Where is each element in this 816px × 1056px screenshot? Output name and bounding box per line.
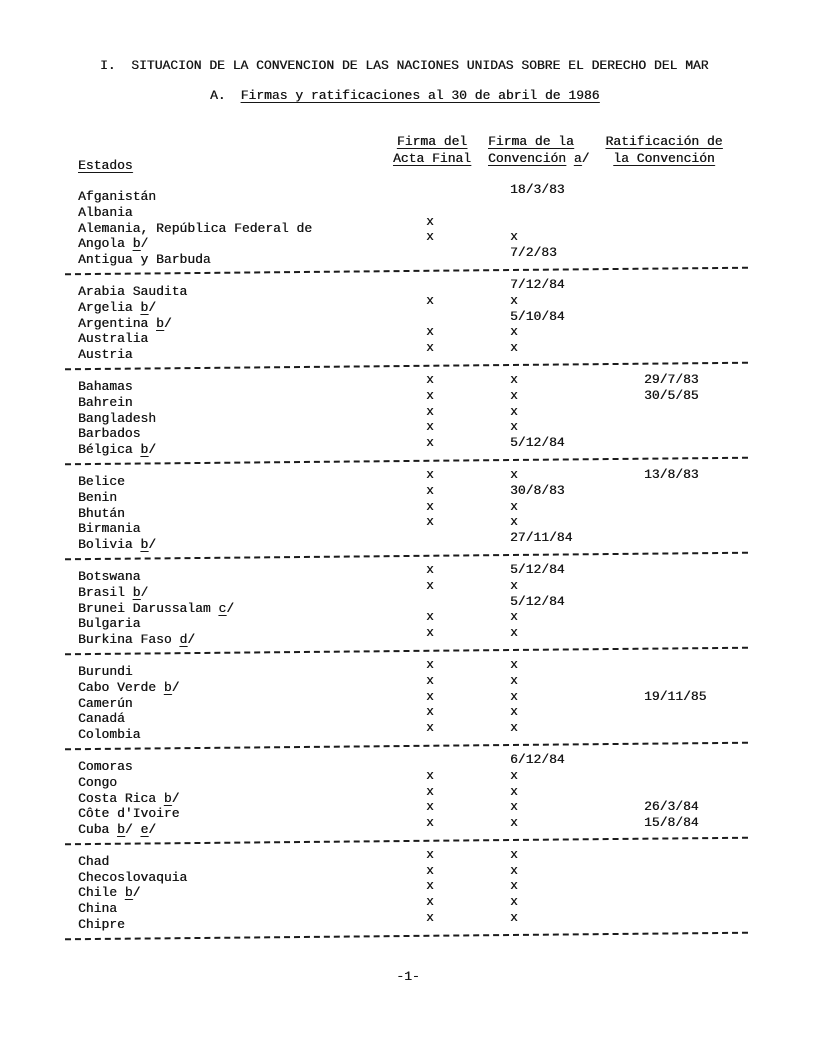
country-name: Arabia Saudita — [78, 283, 188, 299]
acta-final-mark: x — [426, 498, 434, 514]
footnote-marker: e — [140, 822, 149, 838]
footnote-marker-a: a — [573, 150, 582, 166]
country-name: Canadá — [78, 711, 125, 727]
country-name: Cabo Verde b/ — [78, 679, 180, 695]
convencion-mark: 6/12/84 — [510, 751, 565, 767]
block-separator — [65, 267, 748, 276]
acta-final-mark: x — [426, 324, 434, 340]
acta-final-mark: x — [426, 625, 434, 641]
acta-final-mark — [426, 182, 510, 198]
ratificacion-date: 30/5/85 — [644, 387, 699, 403]
table-row — [0, 720, 816, 743]
acta-final-mark — [426, 530, 510, 546]
ratificacion-date — [644, 245, 804, 261]
footnote-marker: b — [163, 790, 172, 806]
acta-final-mark: x — [426, 704, 434, 720]
acta-final-mark: x — [426, 910, 434, 926]
footnote-marker: b — [132, 584, 141, 600]
country-block — [0, 371, 816, 458]
ratificacion-date — [644, 594, 804, 610]
acta-final-mark: x — [426, 609, 434, 625]
convencion-mark — [510, 198, 644, 214]
convencion-mark: 30/8/83 — [510, 482, 565, 498]
ratificacion-date — [644, 768, 804, 784]
convencion-mark: x — [510, 688, 518, 704]
ratificacion-date — [644, 229, 804, 245]
convencion-mark: x — [510, 577, 518, 593]
country-name: Bahamas — [78, 378, 133, 394]
convencion-mark: 7/12/84 — [510, 276, 565, 292]
country-name: Belice — [78, 473, 125, 489]
block-separator — [65, 647, 748, 656]
country-name: Costa Rica b/ — [78, 790, 180, 806]
country-name: Camerún — [78, 695, 133, 711]
country-name: Colombia — [78, 727, 141, 743]
acta-final-mark: x — [426, 482, 434, 498]
country-name: Benin — [78, 489, 118, 505]
country-name: Antigua y Barbuda — [78, 252, 211, 268]
acta-final-mark: x — [426, 720, 434, 736]
ratificacion-date — [644, 673, 804, 689]
section-title: Firmas y ratificaciones al 30 de abril de 1986 — [240, 88, 600, 103]
footnote-marker: b — [140, 299, 149, 315]
acta-final-mark: x — [426, 894, 434, 910]
country-name: Argentina b/ — [78, 315, 172, 331]
country-name: Bangladesh — [78, 410, 157, 426]
table-row — [0, 625, 816, 648]
convencion-mark: 5/12/84 — [510, 561, 565, 577]
convencion-mark: x — [510, 704, 518, 720]
convencion-mark: x — [510, 609, 518, 625]
acta-final-mark — [426, 245, 510, 261]
acta-final-mark: x — [426, 403, 434, 419]
block-separator — [65, 837, 748, 846]
footnote-marker: b — [132, 236, 141, 252]
ratificacion-date — [644, 578, 804, 594]
country-name: Albania — [78, 204, 133, 220]
convencion-mark: x — [510, 815, 518, 831]
acta-final-mark: x — [426, 799, 434, 815]
convencion-mark: x — [510, 387, 518, 403]
table-row — [0, 435, 816, 458]
country-name: Barbados — [78, 426, 141, 442]
table-body — [0, 182, 816, 949]
country-name: Bulgaria — [78, 616, 141, 632]
column-header-convencion: Firma de la Convención a/ — [488, 134, 590, 166]
convencion-mark: 18/3/83 — [510, 182, 565, 197]
column-header-ratificacion: Ratificación de la Convención — [605, 134, 723, 166]
convencion-mark: x — [510, 514, 518, 530]
footnote-marker: b — [124, 885, 133, 901]
convencion-mark: 27/11/84 — [510, 530, 573, 546]
convencion-mark: x — [510, 783, 518, 799]
ratificacion-date — [644, 499, 804, 515]
country-block — [0, 182, 816, 268]
ratificacion-date — [644, 878, 804, 894]
acta-final-mark: x — [426, 229, 434, 245]
ratificacion-date — [644, 419, 804, 435]
acta-final-mark: x — [426, 435, 434, 451]
ratificacion-date — [644, 863, 804, 879]
country-name: Botswana — [78, 568, 141, 584]
country-name: Côte d'Ivoire — [78, 806, 180, 822]
acta-final-mark: x — [426, 862, 434, 878]
acta-final-mark: x — [426, 292, 434, 308]
acta-final-mark — [426, 198, 510, 214]
country-name: Cuba b/ e/ — [78, 822, 157, 838]
country-name: Chipre — [78, 917, 125, 933]
convencion-mark: x — [510, 720, 518, 736]
country-name: Chile b/ — [78, 885, 141, 901]
ratificacion-date — [644, 277, 804, 293]
convencion-mark: 7/2/83 — [510, 245, 557, 261]
ratificacion-date — [644, 404, 804, 420]
footnote-marker: b — [140, 537, 149, 553]
footnote-marker: b — [117, 822, 125, 838]
convencion-mark: x — [510, 229, 518, 245]
acta-final-mark: x — [426, 878, 434, 894]
country-block — [0, 561, 816, 648]
convencion-mark: x — [510, 419, 518, 435]
country-name: Alemania, República Federal de — [78, 220, 313, 236]
country-name: Burundi — [78, 663, 133, 679]
acta-final-mark: x — [426, 561, 434, 577]
column-header-estados: Estados — [78, 158, 133, 173]
ratificacion-date — [644, 609, 804, 625]
ratificacion-date — [644, 435, 804, 451]
ratificacion-date — [644, 293, 804, 309]
ratificacion-date — [644, 847, 804, 863]
ratificacion-date — [644, 324, 804, 340]
acta-final-mark: x — [426, 466, 434, 482]
footnote-marker: c — [218, 600, 227, 616]
ratificacion-date — [644, 530, 804, 546]
convencion-mark: x — [510, 672, 518, 688]
ratificacion-date: 29/7/83 — [644, 371, 699, 387]
convencion-mark: x — [510, 371, 518, 387]
ratificacion-date: 15/8/84 — [644, 815, 699, 831]
ratificacion-date: 19/11/85 — [644, 688, 707, 704]
acta-final-mark: x — [426, 387, 434, 403]
block-separator — [65, 932, 748, 941]
ratificacion-date — [644, 214, 804, 230]
convencion-mark: x — [510, 799, 518, 815]
convencion-mark: x — [510, 894, 518, 910]
convencion-mark: x — [510, 292, 518, 308]
ratificacion-date — [644, 704, 804, 720]
country-name: Australia — [78, 331, 149, 347]
acta-final-mark: x — [426, 419, 434, 435]
ratificacion-date: 26/3/84 — [644, 799, 699, 815]
country-name: Comoras — [78, 758, 133, 774]
convencion-mark: x — [510, 324, 518, 340]
country-block — [0, 276, 816, 363]
country-name: Bhután — [78, 505, 125, 521]
footnote-marker: b — [140, 442, 149, 458]
convencion-mark: x — [510, 466, 518, 482]
country-block — [0, 751, 816, 838]
country-name: Austria — [78, 347, 133, 363]
convencion-mark: 5/12/84 — [510, 593, 565, 609]
ratificacion-date — [644, 784, 804, 800]
footnote-marker: d — [179, 632, 188, 648]
acta-final-mark: x — [426, 815, 434, 831]
country-name: Congo — [78, 774, 118, 790]
acta-final-mark: x — [426, 577, 434, 593]
ratificacion-date — [644, 514, 804, 530]
convencion-mark: x — [510, 340, 518, 356]
convencion-mark: 5/12/84 — [510, 435, 565, 451]
acta-final-mark: x — [426, 767, 434, 783]
acta-final-mark — [426, 277, 510, 293]
section-heading — [210, 88, 599, 103]
convencion-mark: x — [510, 862, 518, 878]
ratificacion-date — [644, 625, 804, 641]
convencion-mark: x — [510, 846, 518, 862]
country-name: Bolivia b/ — [78, 537, 157, 553]
convencion-mark: x — [510, 403, 518, 419]
country-name: Argelia b/ — [78, 299, 157, 315]
country-block — [0, 466, 816, 553]
column-header-acta-final: Firma del Acta Final — [392, 134, 471, 166]
ratificacion-date — [644, 657, 804, 673]
ratificacion-date — [644, 562, 804, 578]
ratificacion-date: 13/8/83 — [644, 466, 699, 482]
country-block — [0, 846, 816, 933]
ratificacion-date — [644, 309, 804, 325]
acta-final-mark: x — [426, 213, 434, 229]
acta-final-mark: x — [426, 371, 434, 387]
acta-final-mark: x — [426, 514, 434, 530]
country-name: Bélgica b/ — [78, 442, 157, 458]
acta-final-mark — [426, 752, 510, 768]
convencion-mark: x — [510, 498, 518, 514]
country-name: Burkina Faso d/ — [78, 632, 196, 648]
acta-final-mark: x — [426, 846, 434, 862]
acta-final-mark: x — [426, 340, 434, 356]
country-name: Birmania — [78, 521, 141, 537]
block-separator — [65, 742, 748, 751]
ratificacion-date — [644, 752, 804, 768]
ratificacion-date — [644, 340, 804, 356]
country-name: Bahrein — [78, 394, 133, 410]
country-name: Afganistán — [78, 189, 157, 204]
ratificacion-date — [644, 198, 804, 214]
footnote-marker: b — [156, 315, 164, 331]
acta-final-mark: x — [426, 783, 434, 799]
block-separator — [65, 457, 748, 466]
ratificacion-date — [644, 720, 804, 736]
table-row — [0, 910, 816, 933]
table-row — [0, 530, 816, 553]
convencion-mark: x — [510, 878, 518, 894]
block-separator — [65, 552, 748, 561]
convencion-mark: x — [510, 625, 518, 641]
acta-final-mark: x — [426, 656, 434, 672]
ratificacion-date — [644, 182, 804, 198]
convencion-mark: x — [510, 656, 518, 672]
document-title: I. SITUACION DE LA CONVENCION DE LAS NACIONES UNIDAS SOBRE EL DERECHO DEL MAR — [100, 58, 709, 73]
country-name: Checoslovaquia — [78, 869, 188, 885]
convencion-mark: x — [510, 910, 518, 926]
table-row — [0, 340, 816, 363]
country-name: Brunei Darussalam c/ — [78, 600, 235, 616]
country-name: Chad — [78, 853, 110, 869]
ratificacion-date — [644, 483, 804, 499]
country-block — [0, 656, 816, 743]
convencion-mark — [510, 214, 644, 230]
section-marker: A. — [210, 88, 226, 103]
table-row — [0, 245, 816, 268]
country-name: China — [78, 901, 118, 917]
convencion-mark: x — [510, 767, 518, 783]
acta-final-mark — [426, 309, 510, 325]
footnote-marker: b — [163, 679, 172, 695]
ratificacion-date — [644, 910, 804, 926]
acta-final-mark: x — [426, 688, 434, 704]
block-separator — [65, 362, 748, 371]
country-name: Brasil b/ — [78, 584, 149, 600]
convencion-mark: 5/10/84 — [510, 308, 565, 324]
acta-final-mark: x — [426, 672, 434, 688]
acta-final-mark — [426, 594, 510, 610]
page-number: -1- — [396, 969, 420, 984]
footnote-slash: / — [581, 150, 590, 166]
country-name: Angola b/ — [78, 236, 149, 252]
ratificacion-date — [644, 894, 804, 910]
table-row — [0, 815, 816, 838]
